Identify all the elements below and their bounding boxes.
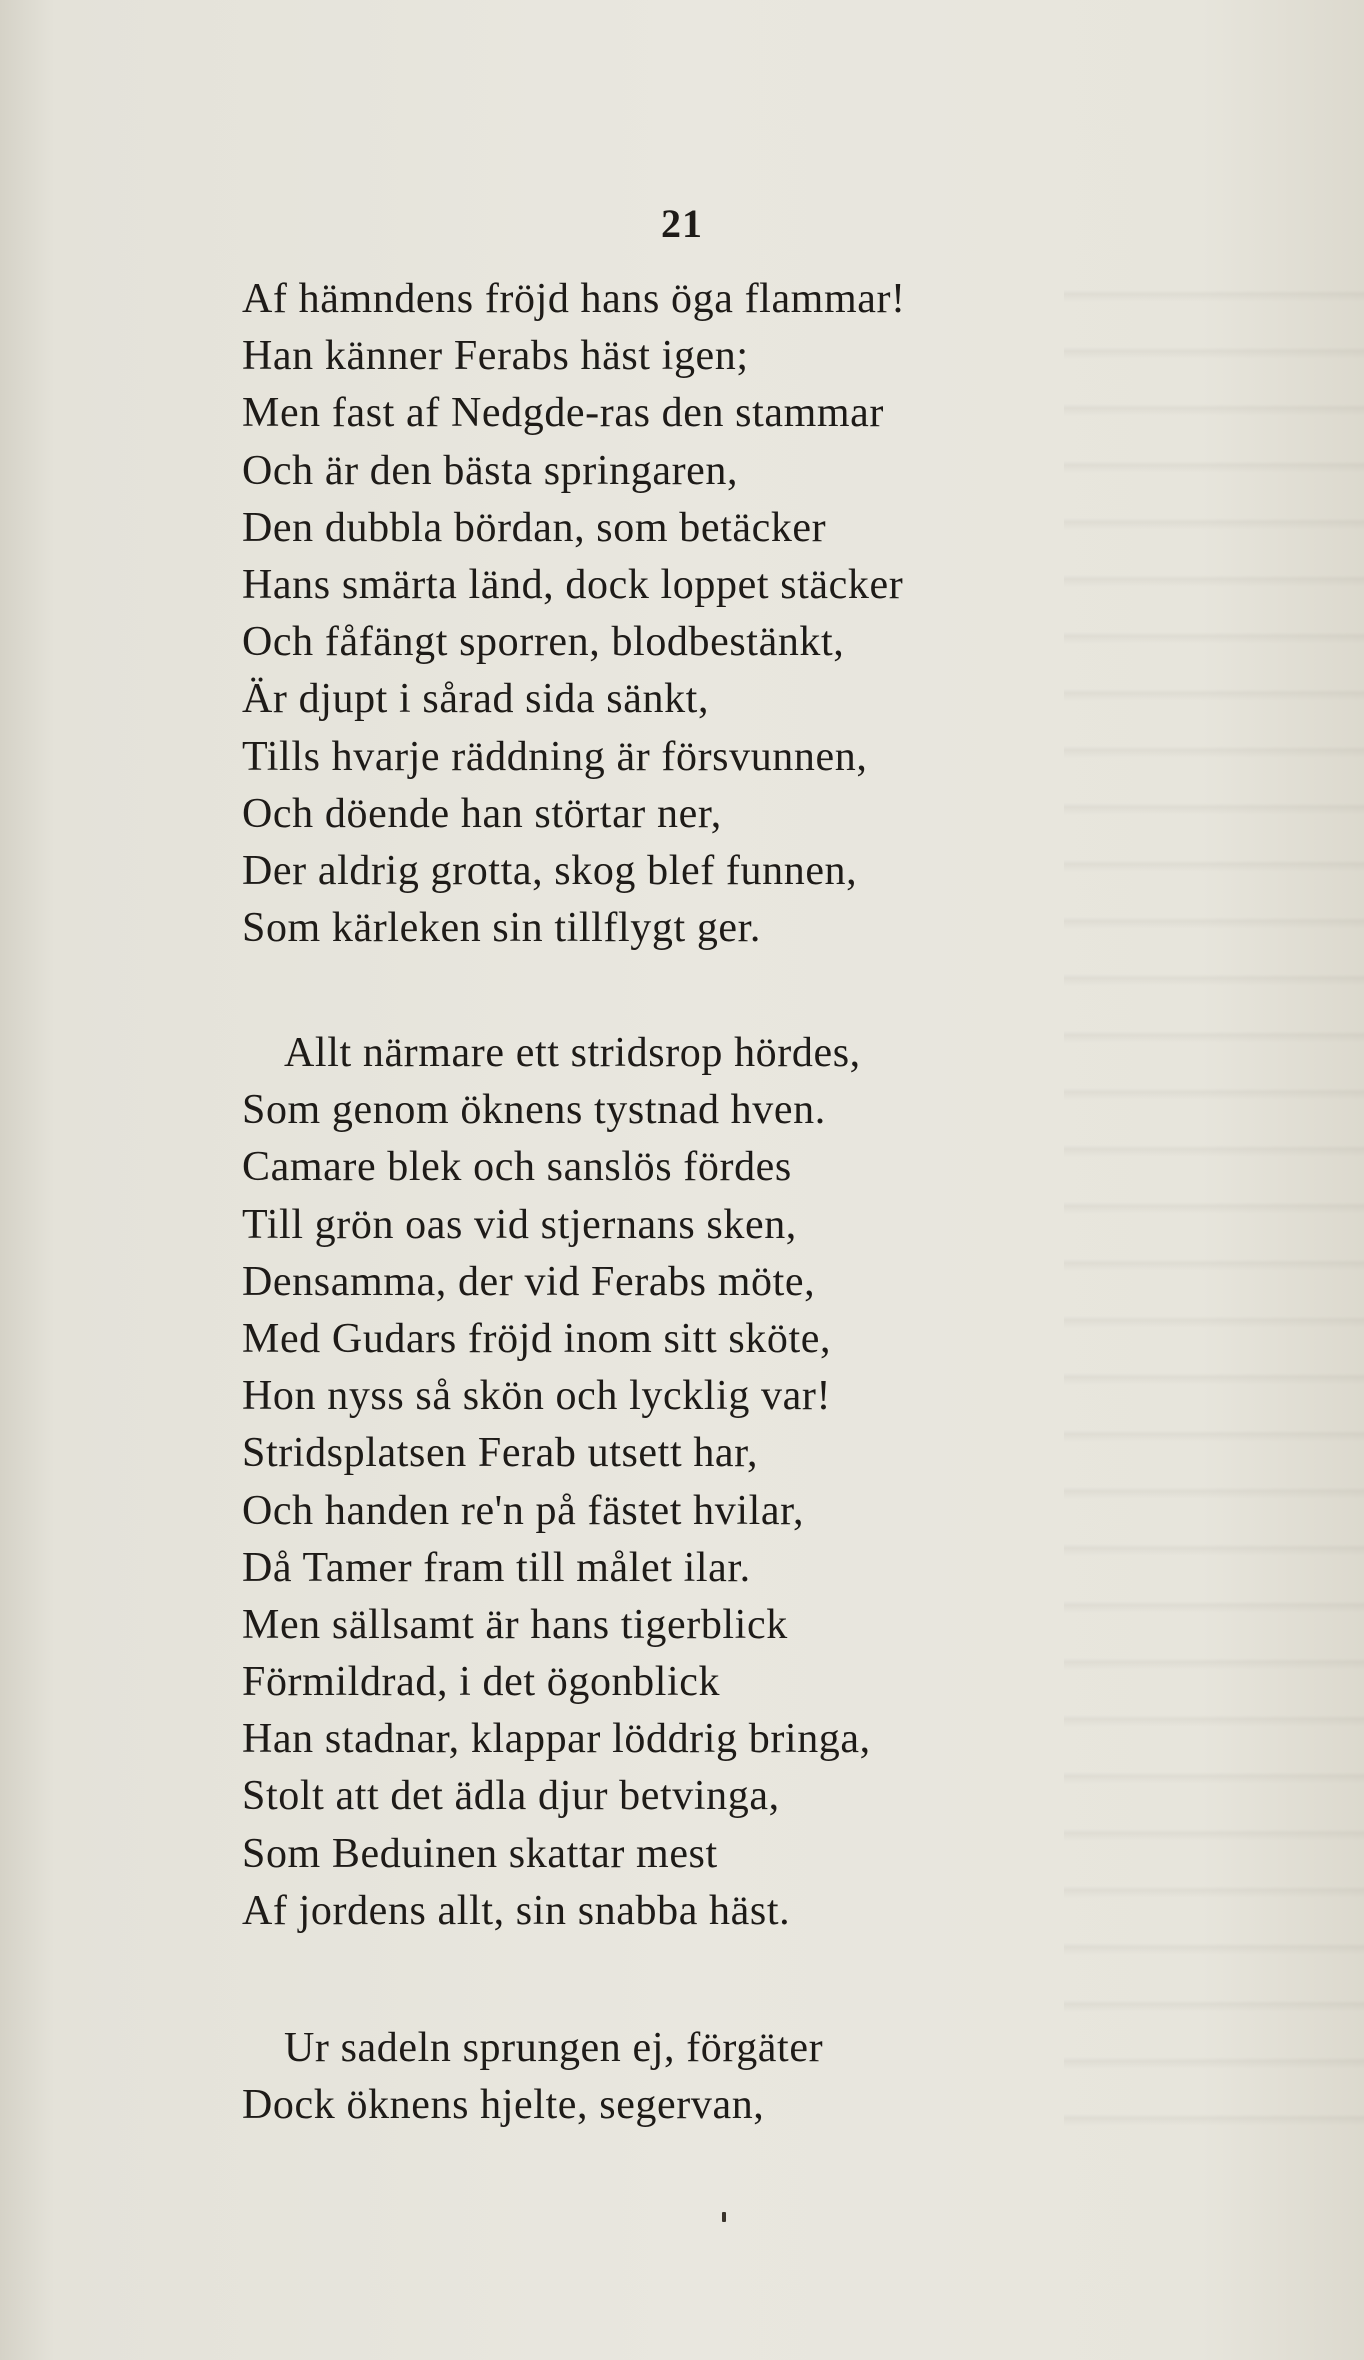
poem-line: Men fast af Nedgde-ras den stammar — [242, 390, 884, 437]
poem-line: Då Tamer fram till målet ilar. — [242, 1544, 751, 1591]
poem-line: Camare blek och sanslös fördes — [242, 1144, 792, 1191]
poem-line: Den dubbla bördan, som betäcker — [242, 504, 827, 551]
poem-line: Och handen re'n på fästet hvilar, — [242, 1487, 805, 1534]
poem-line: Som Beduinen skattar mest — [242, 1830, 718, 1877]
poem-line: Der aldrig grotta, skog blef funnen, — [242, 847, 858, 894]
stanza-1 — [242, 271, 906, 957]
ink-speck — [722, 2212, 726, 2222]
poem-line: Stolt att det ädla djur betvinga, — [242, 1773, 780, 1820]
poem-line: Förmildrad, i det ögonblick — [242, 1659, 721, 1706]
poem-line: Och döende han störtar ner, — [242, 790, 722, 837]
poem-line: Men sällsamt är hans tigerblick — [242, 1601, 788, 1648]
poem-line: Stridsplatsen Ferab utsett har, — [242, 1430, 759, 1477]
poem-line: Han känner Ferabs häst igen; — [242, 333, 749, 380]
poem-line: Med Gudars fröjd inom sitt sköte, — [242, 1315, 832, 1362]
stanza-2 — [242, 1025, 871, 1940]
poem-line: Densamma, der vid Ferabs möte, — [242, 1258, 816, 1305]
poem-line: Och är den bästa springaren, — [242, 447, 739, 494]
poem-line: Han stadnar, klappar löddrig bringa, — [242, 1716, 871, 1763]
poem-line: Är djupt i sårad sida sänkt, — [242, 676, 710, 723]
poem-line: Tills hvarje räddning är försvunnen, — [242, 733, 868, 780]
poem-line: Af jordens allt, sin snabba häst. — [242, 1887, 791, 1934]
poem-line: Och fåfängt sporren, blodbestänkt, — [242, 619, 845, 666]
poem-line: Som genom öknens tystnad hven. — [242, 1087, 826, 1134]
poem-line: Dock öknens hjelte, segervan, — [242, 2082, 765, 2129]
poem-line: Hans smärta länd, dock loppet stäcker — [242, 561, 904, 608]
poem-line: Ur sadeln sprungen ej, förgäter — [284, 2025, 824, 2071]
page-number: 21 — [661, 201, 703, 246]
poem-line: Hon nyss så skön och lycklig var! — [242, 1373, 832, 1420]
poem-line: Som kärleken sin tillflygt ger. — [242, 905, 762, 952]
poem-line: Till grön oas vid stjernans sken, — [242, 1201, 797, 1248]
show-through-text — [1064, 260, 1364, 2160]
poem-line: Af hämndens fröjd hans öga flammar! — [242, 276, 906, 322]
poem-line: Allt närmare ett stridsrop hördes, — [284, 1030, 861, 1076]
stanza-3 — [242, 2020, 823, 2134]
